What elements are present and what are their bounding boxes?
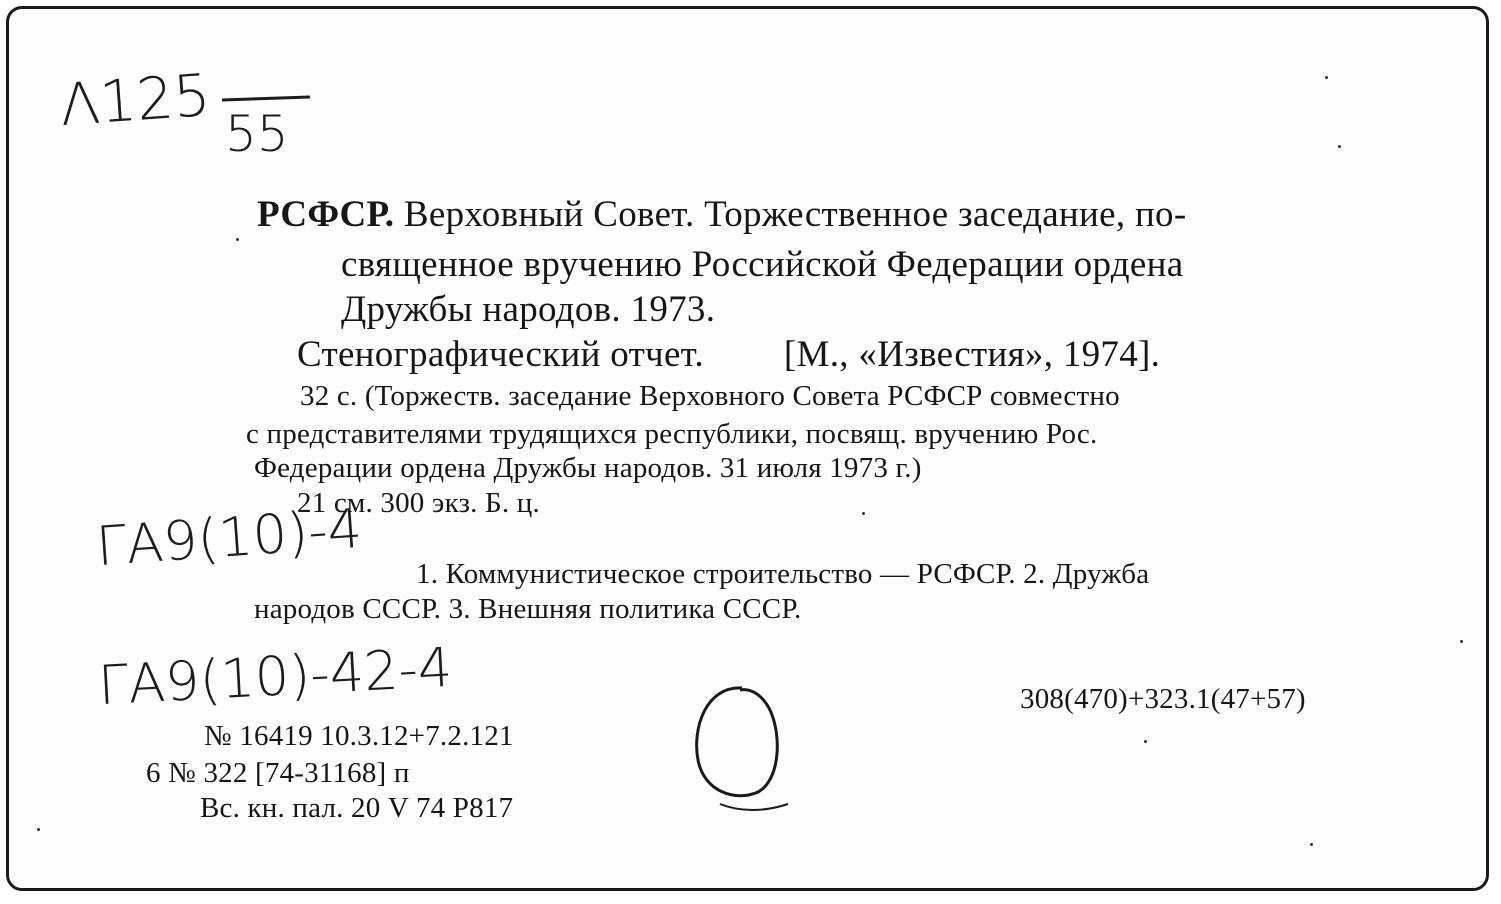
note-line-2: с представителями трудящихся республики, посвящ. вручению Рос. [246, 418, 1098, 450]
scan-speck [1310, 843, 1313, 846]
scan-speck [1144, 740, 1147, 743]
note-line-1: 32 с. (Торжеств. заседание Верховного Совета РСФСР совместно [300, 380, 1120, 412]
scan-speck [1325, 76, 1328, 79]
record-number: № 16419 10.3.12+7.2.121 [204, 720, 514, 752]
heading-bold-label: РСФСР. [257, 194, 395, 235]
heading-line-1 [257, 193, 1186, 236]
udc-index: 308(470)+323.1(47+57) [1020, 683, 1306, 715]
shelfmark-number: Λ125 [57, 60, 213, 140]
scan-speck [862, 512, 865, 515]
subtitle: Стенографический отчет. [297, 334, 704, 375]
handwritten-classification-1: ГА9(10)-4 [94, 496, 364, 579]
scan-speck [37, 828, 40, 831]
heading-line-3: Дружбы народов. 1973. [341, 289, 716, 330]
book-chamber-line: Вс. кн. пал. 20 V 74 Р817 [200, 792, 514, 824]
scan-speck [1338, 145, 1341, 148]
handwritten-classification-2: ГА9(10)-42-4 [96, 635, 454, 718]
note-line-3: Федерации ордена Дружбы народов. 31 июля 1973 г.) [254, 452, 922, 484]
scan-speck [236, 238, 239, 241]
order-line: 6 № 322 [74-31168] п [146, 757, 410, 789]
heading-line-2: священное вручению Российской Федерации ордена [341, 244, 1184, 285]
scan-speck [1460, 640, 1463, 643]
heading-line-1-text: Верховный Совет. Торжественное заседание, по- [403, 194, 1187, 235]
imprint: [М., «Известия», 1974]. [783, 334, 1161, 375]
subjects-line-1: 1. Коммунистическое строительство — РСФСР. 2. Дружба [416, 558, 1150, 590]
shelfmark-denominator: 55 [225, 105, 289, 163]
physical-description: 21 см. 300 экз. Б. ц. [297, 487, 540, 519]
subjects-line-2: народов СССР. 3. Внешняя политика СССР. [254, 593, 802, 625]
circle-mark-icon [684, 680, 804, 820]
subtitle-imprint-line [297, 333, 1160, 376]
